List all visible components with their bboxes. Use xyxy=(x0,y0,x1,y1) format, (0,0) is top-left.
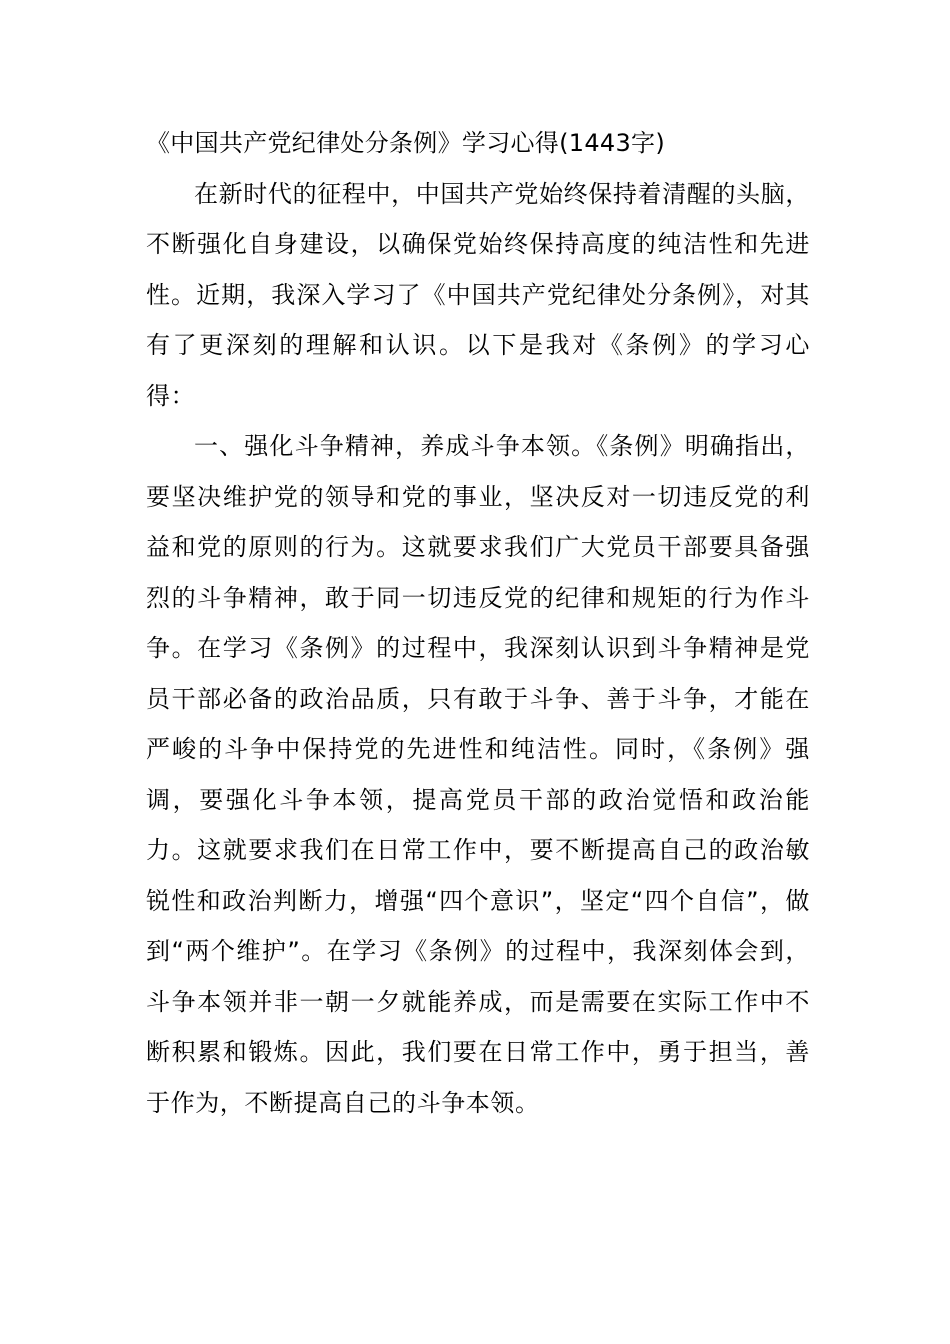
document-page xyxy=(146,118,810,1128)
paragraph-section-one: 一、强化斗争精神，养成斗争本领。《条例》明确指出，要坚决维护党的领导和党的事业，坚决反对一切违反党的利益和党的原则的行为。这就要求我们广大党员干部要具备强烈的斗争精神，敢于同一切违反党的纪律和规矩的行为作斗争。在学习《条例》的过程中，我深刻认识到斗争精神是党员干部必备的政治品质，只有敢于斗争、善于斗争，才能在严峻的斗争中保持党的先进性和纯洁性。同时，《条例》强调，要强化斗争本领，提高党员干部的政治觉悟和政治能力。这就要求我们在日常工作中，要不断提高自己的政治敏锐性和政治判断力，增强“四个意识”，坚定“四个自信”，做到“两个维护”。在学习《条例》的过程中，我深刻体会到，斗争本领并非一朝一夕就能养成，而是需要在实际工作中不断积累和锻炼。因此，我们要在日常工作中，勇于担当，善于作为，不断提高自己的斗争本领。 xyxy=(146,432,810,1117)
document-title: 《中国共产党纪律处分条例》学习心得(1443字) xyxy=(146,129,666,157)
paragraph-intro: 在新时代的征程中，中国共产党始终保持着清醒的头脑，不断强化自身建设，以确保党始终保持高度的纯洁性和先进性。近期，我深入学习了《中国共产党纪律处分条例》，对其有了更深刻的理解和认识。以下是我对《条例》的学习心得： xyxy=(146,179,810,410)
